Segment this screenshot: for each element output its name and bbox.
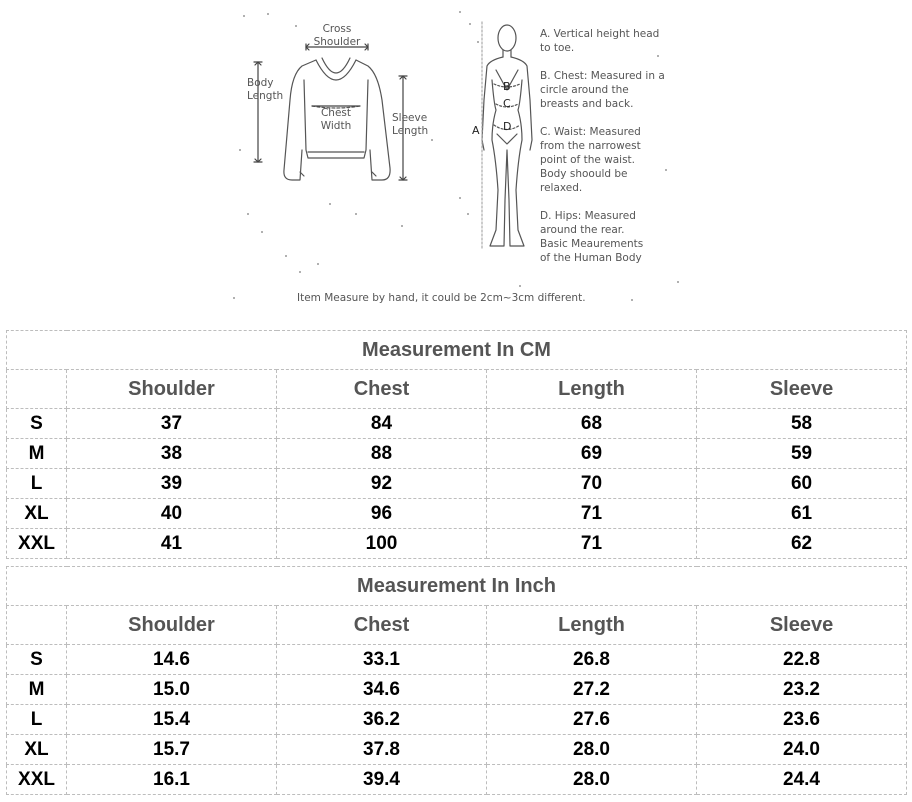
sleeve-cell: 22.8 [697, 645, 907, 675]
cross-shoulder-label: Cross Shoulder [313, 23, 361, 48]
size-cell: XL [7, 735, 67, 765]
header-row [7, 370, 907, 409]
shoulder-cell: 41 [67, 529, 277, 559]
note-height-text: A. Vertical height head to toe. [540, 28, 660, 54]
header-cell-chest: Chest [277, 606, 487, 645]
shoulder-cell: 14.6 [67, 645, 277, 675]
table-row [7, 675, 907, 705]
sleeve-cell: 58 [697, 409, 907, 439]
sleeve-length-label: Sleeve Length [392, 112, 429, 137]
table-row [7, 439, 907, 469]
measurement-footnote: Item Measure by hand, it could be 2cm~3cm different. [297, 292, 586, 304]
table-row [7, 765, 907, 795]
table-row [7, 645, 907, 675]
header-cell-size [7, 606, 67, 645]
shoulder-cell: 15.0 [67, 675, 277, 705]
chest-cell: 88 [277, 439, 487, 469]
shoulder-cell: 38 [67, 439, 277, 469]
sleeve-cell: 24.4 [697, 765, 907, 795]
chest-cell: 84 [277, 409, 487, 439]
note-waist [540, 125, 641, 195]
sleeve-cell: 23.2 [697, 675, 907, 705]
body-letter-a: A [472, 124, 480, 137]
sleeve-cell: 60 [697, 469, 907, 499]
note-chest-text: B. Chest: Measured in a circle around the breasts and back. [540, 70, 665, 110]
note-waist-text: C. Waist: Measured from the narrowest point of the waist. Body shoould be relaxed. [540, 126, 641, 194]
chest-cell: 96 [277, 499, 487, 529]
sleeve-cell: 59 [697, 439, 907, 469]
sleeve-cell: 23.6 [697, 705, 907, 735]
header-cell-length: Length [487, 606, 697, 645]
table-row [7, 735, 907, 765]
chest-cell: 92 [277, 469, 487, 499]
header-cell-length: Length [487, 370, 697, 409]
table-row [7, 529, 907, 559]
diagram-drawing [0, 0, 912, 320]
header-cell-shoulder: Shoulder [67, 606, 277, 645]
sleeve-cell: 62 [697, 529, 907, 559]
size-cell: S [7, 409, 67, 439]
length-cell: 28.0 [487, 765, 697, 795]
note-hips [540, 209, 643, 265]
chest-cell: 33.1 [277, 645, 487, 675]
header-row [7, 606, 907, 645]
measurement-diagram [0, 0, 912, 320]
table-title-cm: Measurement In CM [7, 331, 907, 370]
body-letter-b: B [503, 80, 511, 93]
size-cell: M [7, 439, 67, 469]
human-figure [482, 22, 532, 250]
length-cell: 26.8 [487, 645, 697, 675]
note-hips-text: D. Hips: Measured around the rear. Basic Meaurements of the Human Body [540, 210, 644, 264]
size-cell: L [7, 705, 67, 735]
size-cell: XXL [7, 529, 67, 559]
header-cell-sleeve: Sleeve [697, 606, 907, 645]
length-cell: 71 [487, 529, 697, 559]
length-cell: 71 [487, 499, 697, 529]
chest-cell: 36.2 [277, 705, 487, 735]
shoulder-cell: 16.1 [67, 765, 277, 795]
table-row [7, 499, 907, 529]
length-cell: 69 [487, 439, 697, 469]
body-letter-d: D [503, 120, 512, 133]
shoulder-cell: 15.7 [67, 735, 277, 765]
shoulder-cell: 40 [67, 499, 277, 529]
header-cell-size [7, 370, 67, 409]
chest-width-label: Chest Width [320, 107, 352, 132]
table-title-inch: Measurement In Inch [7, 567, 907, 606]
chest-cell: 37.8 [277, 735, 487, 765]
length-cell: 68 [487, 409, 697, 439]
size-cell: XL [7, 499, 67, 529]
header-cell-chest: Chest [277, 370, 487, 409]
header-cell-sleeve: Sleeve [697, 370, 907, 409]
body-letter-c: C [503, 97, 511, 110]
sleeve-cell: 61 [697, 499, 907, 529]
shoulder-cell: 37 [67, 409, 277, 439]
shoulder-cell: 39 [67, 469, 277, 499]
table-row [7, 469, 907, 499]
body-length-label: Body Length [247, 77, 284, 102]
sleeve-cell: 24.0 [697, 735, 907, 765]
length-cell: 28.0 [487, 735, 697, 765]
length-cell: 27.6 [487, 705, 697, 735]
size-cell: L [7, 469, 67, 499]
table-row [7, 705, 907, 735]
table-row [7, 409, 907, 439]
length-cell: 27.2 [487, 675, 697, 705]
size-cell: XXL [7, 765, 67, 795]
size-cell: M [7, 675, 67, 705]
chest-cell: 34.6 [277, 675, 487, 705]
note-height [540, 27, 659, 55]
size-table-cm [6, 330, 907, 559]
size-table-inch [6, 566, 907, 795]
chest-cell: 39.4 [277, 765, 487, 795]
shoulder-cell: 15.4 [67, 705, 277, 735]
note-chest [540, 69, 665, 111]
length-cell: 70 [487, 469, 697, 499]
header-cell-shoulder: Shoulder [67, 370, 277, 409]
size-cell: S [7, 645, 67, 675]
chest-cell: 100 [277, 529, 487, 559]
